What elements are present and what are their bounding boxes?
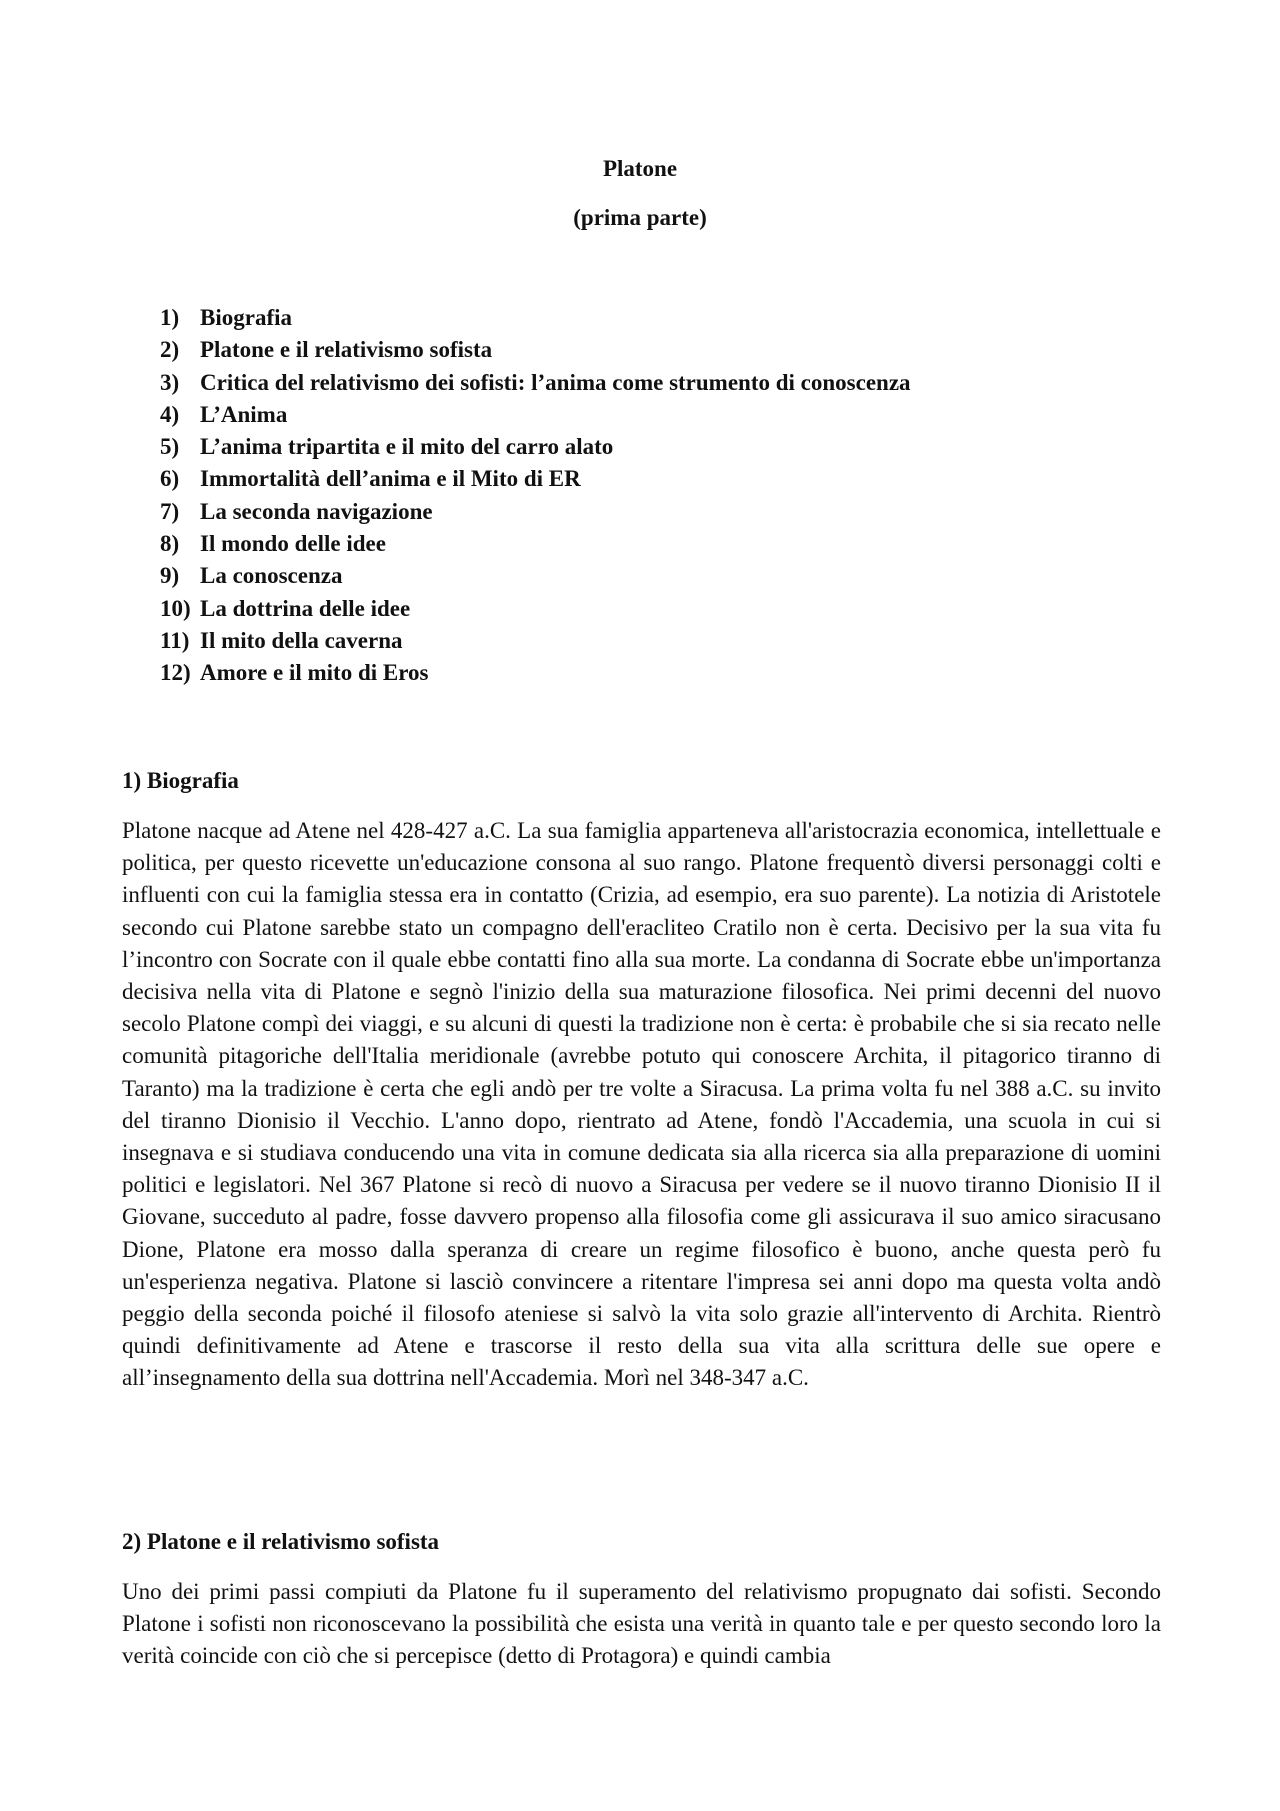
toc-item-label: Il mondo delle idee xyxy=(200,531,386,557)
toc-item-number: 3) xyxy=(160,369,180,395)
toc-item xyxy=(160,560,911,592)
toc-item-number: 6) xyxy=(160,466,180,492)
toc-item xyxy=(160,302,911,334)
toc-item-label: Biografia xyxy=(200,305,292,330)
toc-item-label: L’Anima xyxy=(200,401,288,427)
section-heading-relativismo: 2) Platone e il relativismo sofista xyxy=(122,1529,440,1554)
table-of-contents xyxy=(160,302,911,690)
toc-item xyxy=(160,528,911,560)
toc-item-number: 4) xyxy=(160,401,180,427)
toc-item-label: Il mito della caverna xyxy=(200,627,403,653)
toc-item xyxy=(160,367,911,399)
toc-item xyxy=(160,625,911,657)
toc-item-label: Immortalità dell’anima e il Mito di ER xyxy=(200,466,581,492)
toc-item-number: 8) xyxy=(160,531,180,557)
toc-item-label: La conoscenza xyxy=(200,563,343,589)
toc-item xyxy=(160,399,911,431)
toc-item-number: 7) xyxy=(160,498,180,524)
toc-item xyxy=(160,463,911,495)
toc-item-label: L’anima tripartita e il mito del carro alato xyxy=(200,434,614,460)
toc-item xyxy=(160,593,911,625)
document-subtitle: (prima parte) xyxy=(573,205,707,230)
toc-item-number: 11) xyxy=(160,627,190,653)
document-title: Platone xyxy=(602,156,678,181)
toc-item-label: La dottrina delle idee xyxy=(200,595,411,621)
section-body-relativismo: Uno dei primi passi compiuti da Platone fu il superamento del relativismo propugnato dai sofisti. Secondo Platone i sofisti non riconoscevano la possibilità che esista una verità in quanto tale e per questo secondo loro la verità coincide con ciò che si percepisce (detto di Protagora) e quindi cambia xyxy=(122,1579,1161,1669)
toc-item-number: 1) xyxy=(160,305,180,330)
toc-item-number: 5) xyxy=(160,434,180,460)
toc-item xyxy=(160,657,911,689)
toc-item-number: 10) xyxy=(160,595,191,621)
toc-item xyxy=(160,334,911,366)
toc-item-number: 9) xyxy=(160,563,180,589)
toc-item-label: Platone e il relativismo sofista xyxy=(200,337,493,363)
toc-item-label: La seconda navigazione xyxy=(200,498,433,524)
toc-item-number: 2) xyxy=(160,337,180,363)
toc-item-label: Amore e il mito di Eros xyxy=(200,660,429,686)
section-heading-biografia: 1) Biografia xyxy=(122,768,239,793)
toc-item xyxy=(160,431,911,463)
section-body-biografia: Platone nacque ad Atene nel 428-427 a.C. La sua famiglia apparteneva all'aristocrazia economica, intellettuale e politica, per questo ricevette un'educazione consona al suo rango. Platone frequentò diversi personaggi colti e influenti con cui la famiglia stessa era in contatto (Crizia, ad esempio, era suo parente). La notizia di Aristotele secondo cui Platone sarebbe stato un compagno dell'eracliteo Cratilo non è certa. Decisivo per la sua vita fu l’incontro con Socrate con il quale ebbe contatti fino alla sua morte. La condanna di Socrate ebbe un'importanza decisiva nella vita di Platone e segnò l'inizio della sua maturazione filosofica. Nei primi decenni del nuovo secolo Platone compì dei viaggi, e su alcuni di questi la tradizione non è certa: è probabile che si sia recato nelle comunità pitagoriche dell'Italia meridionale (avrebbe potuto qui conoscere Archita, il pitagorico tiranno di Taranto) ma la tradizione è certa che egli andò per tre volte a Siracusa. La prima volta fu nel 388 a.C. su invito del tiranno Dionisio il Vecchio. L'anno dopo, rientrato ad Atene, fondò l'Accademia, una scuola in cui si insegnava e si studiava conducendo una vita in comune dedicata sia alla ricerca sia alla preparazione di uomini politici e legislatori. Nel 367 Platone si recò di nuovo a Siracusa per vedere se il nuovo tiranno Dionisio II il Giovane, succeduto al padre, fosse davvero propenso alla filosofia come gli assicurava il suo amico siracusano Dione, Platone era mosso dalla speranza di creare un regime filosofico è buono, anche questa però fu un'esperienza negativa. Platone si lasciò convincere a ritentare l'impresa sei anni dopo ma questa volta andò peggio della seconda poiché il filosofo ateniese si salvò la vita solo grazie all'intervento di Archita. Rientrò quindi definitivamente ad Atene e trascorse il resto della sua vita alla scrittura delle sue opere e all’insegnamento della sua dottrina nell'Accademia. Morì nel 348-347 a.C. xyxy=(122,818,1161,1391)
toc-item-label: Critica del relativismo dei sofisti: l’anima come strumento di conoscenza xyxy=(200,369,911,395)
toc-item-number: 12) xyxy=(160,660,191,686)
toc-item xyxy=(160,496,911,528)
